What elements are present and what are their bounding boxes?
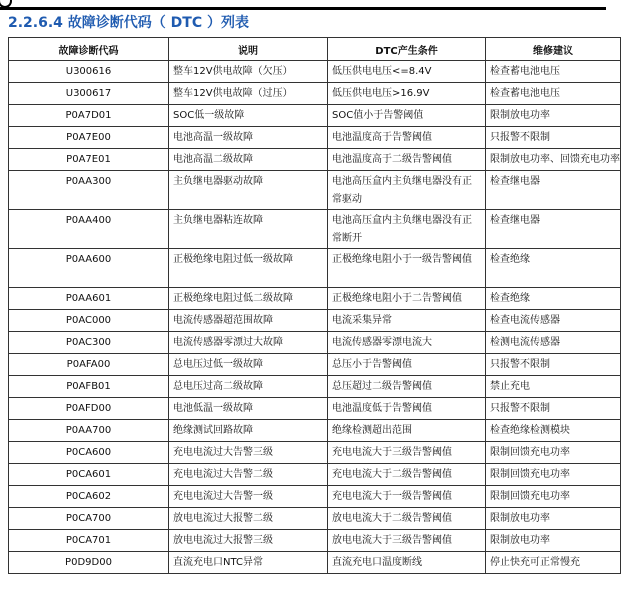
cell-advice: 只报警不限制 [486, 127, 621, 149]
table-row [9, 127, 621, 149]
cell-code: P0CA600 [9, 442, 169, 464]
cell-advice: 限制放电功率 [486, 105, 621, 127]
cell-code: P0D9D00 [9, 552, 169, 574]
cell-condition: 总压小于告警阈值 [328, 354, 486, 376]
cell-description: 主负继电器驱动故障 [169, 171, 328, 210]
dtc-table [8, 37, 621, 574]
table-row [9, 464, 621, 486]
cell-condition: 充电电流大于二级告警阈值 [328, 464, 486, 486]
cell-code: P0AFA00 [9, 354, 169, 376]
table-row [9, 508, 621, 530]
cell-advice: 检查绝缘 [486, 249, 621, 288]
cell-description: 电池高温一级故障 [169, 127, 328, 149]
cell-advice: 检查蓄电池电压 [486, 83, 621, 105]
cell-description: 正极绝缘电阻过低二级故障 [169, 288, 328, 310]
table-row [9, 442, 621, 464]
table-row [9, 105, 621, 127]
cell-description: 放电电流过大报警三级 [169, 530, 328, 552]
cell-code: P0AC000 [9, 310, 169, 332]
cell-code: P0A7E00 [9, 127, 169, 149]
table-row [9, 552, 621, 574]
cell-condition: 电池温度低于告警阈值 [328, 398, 486, 420]
cell-condition: 直流充电口温度断线 [328, 552, 486, 574]
cell-code: U300617 [9, 83, 169, 105]
header-description: 说明 [169, 38, 328, 61]
table-row [9, 310, 621, 332]
table-row [9, 210, 621, 249]
cell-advice: 检查绝缘检测模块 [486, 420, 621, 442]
top-rule [0, 0, 606, 10]
cell-condition: 电池温度高于告警阈值 [328, 127, 486, 149]
cell-advice: 限制放电功率 [486, 508, 621, 530]
cell-description: 充电电流过大告警三级 [169, 442, 328, 464]
cell-condition: 低压供电电压<=8.4V [328, 61, 486, 83]
cell-advice: 检测电流传感器 [486, 332, 621, 354]
header-condition: DTC产生条件 [328, 38, 486, 61]
cell-condition: 绝缘检测超出范围 [328, 420, 486, 442]
cell-condition: 放电电流大于二级告警阈值 [328, 508, 486, 530]
section-title: 2.2.6.4 故障诊断代码（ DTC ）列表 [8, 15, 249, 31]
cell-code: P0AA600 [9, 249, 169, 288]
cell-condition: 放电电流大于三级告警阈值 [328, 530, 486, 552]
cell-code: P0CA701 [9, 530, 169, 552]
cell-description: 整车12V供电故障（过压） [169, 83, 328, 105]
header-rule [0, 7, 606, 10]
table-row [9, 530, 621, 552]
cell-condition: 充电电流大于一级告警阈值 [328, 486, 486, 508]
cell-description: 电流传感器零漂过大故障 [169, 332, 328, 354]
cell-advice: 限制回馈充电功率 [486, 442, 621, 464]
cell-advice: 只报警不限制 [486, 354, 621, 376]
cell-condition: 充电电流大于三级告警阈值 [328, 442, 486, 464]
cell-advice: 检查继电器 [486, 210, 621, 249]
table-row [9, 376, 621, 398]
table-header-row [9, 38, 621, 61]
cell-condition: 总压超过二级告警阈值 [328, 376, 486, 398]
cell-code: P0CA601 [9, 464, 169, 486]
cell-advice: 只报警不限制 [486, 398, 621, 420]
table-row [9, 149, 621, 171]
table-row [9, 354, 621, 376]
cell-code: P0CA602 [9, 486, 169, 508]
cell-description: 绝缘测试回路故障 [169, 420, 328, 442]
cell-condition: 电池温度高于二级告警阈值 [328, 149, 486, 171]
cell-description: 正极绝缘电阻过低一级故障 [169, 249, 328, 288]
cell-code: U300616 [9, 61, 169, 83]
cell-code: P0A7D01 [9, 105, 169, 127]
table-row [9, 420, 621, 442]
cell-advice: 限制放电功率 [486, 530, 621, 552]
table-row [9, 61, 621, 83]
cell-description: 直流充电口NTC异常 [169, 552, 328, 574]
cell-advice: 禁止充电 [486, 376, 621, 398]
cell-description: 充电电流过大告警一级 [169, 486, 328, 508]
cell-advice: 停止快充可正常慢充 [486, 552, 621, 574]
cell-description: SOC低一级故障 [169, 105, 328, 127]
cell-description: 充电电流过大告警二级 [169, 464, 328, 486]
cell-description: 电池低温一级故障 [169, 398, 328, 420]
cell-code: P0AFD00 [9, 398, 169, 420]
cell-advice: 限制回馈充电功率 [486, 464, 621, 486]
cell-code: P0AA700 [9, 420, 169, 442]
cell-code: P0AC300 [9, 332, 169, 354]
header-code: 故障诊断代码 [9, 38, 169, 61]
cell-advice: 检查电流传感器 [486, 310, 621, 332]
header-advice: 维修建议 [486, 38, 621, 61]
table-row [9, 288, 621, 310]
table-row [9, 486, 621, 508]
cell-description: 主负继电器粘连故障 [169, 210, 328, 249]
cell-advice: 检查蓄电池电压 [486, 61, 621, 83]
cell-condition: 正极绝缘电阻小于一级告警阈值 [328, 249, 486, 288]
table-row [9, 332, 621, 354]
cell-code: P0AA400 [9, 210, 169, 249]
cell-condition: 电池高压盒内主负继电器没有正常断开 [328, 210, 486, 249]
cell-advice: 限制回馈充电功率 [486, 486, 621, 508]
cell-code: P0AA300 [9, 171, 169, 210]
cell-description: 总电压过低一级故障 [169, 354, 328, 376]
cell-condition: 电流采集异常 [328, 310, 486, 332]
cell-code: P0AA601 [9, 288, 169, 310]
cell-description: 整车12V供电故障（欠压） [169, 61, 328, 83]
cell-condition: 电池高压盒内主负继电器没有正常驱动 [328, 171, 486, 210]
cell-code: P0AFB01 [9, 376, 169, 398]
cell-condition: 正极绝缘电阻小于二告警阈值 [328, 288, 486, 310]
cell-advice: 限制放电功率、回馈充电功率 [486, 149, 621, 171]
table-row [9, 83, 621, 105]
cell-condition: 低压供电电压>16.9V [328, 83, 486, 105]
table-row [9, 249, 621, 288]
cell-condition: 电流传感器零漂电流大 [328, 332, 486, 354]
cell-description: 电流传感器超范围故障 [169, 310, 328, 332]
cell-description: 放电电流过大报警二级 [169, 508, 328, 530]
cell-code: P0CA700 [9, 508, 169, 530]
cell-description: 总电压过高二级故障 [169, 376, 328, 398]
table-row [9, 398, 621, 420]
cell-condition: SOC值小于告警阈值 [328, 105, 486, 127]
cell-description: 电池高温二级故障 [169, 149, 328, 171]
table-row [9, 171, 621, 210]
cell-advice: 检查继电器 [486, 171, 621, 210]
cell-code: P0A7E01 [9, 149, 169, 171]
cell-advice: 检查绝缘 [486, 288, 621, 310]
